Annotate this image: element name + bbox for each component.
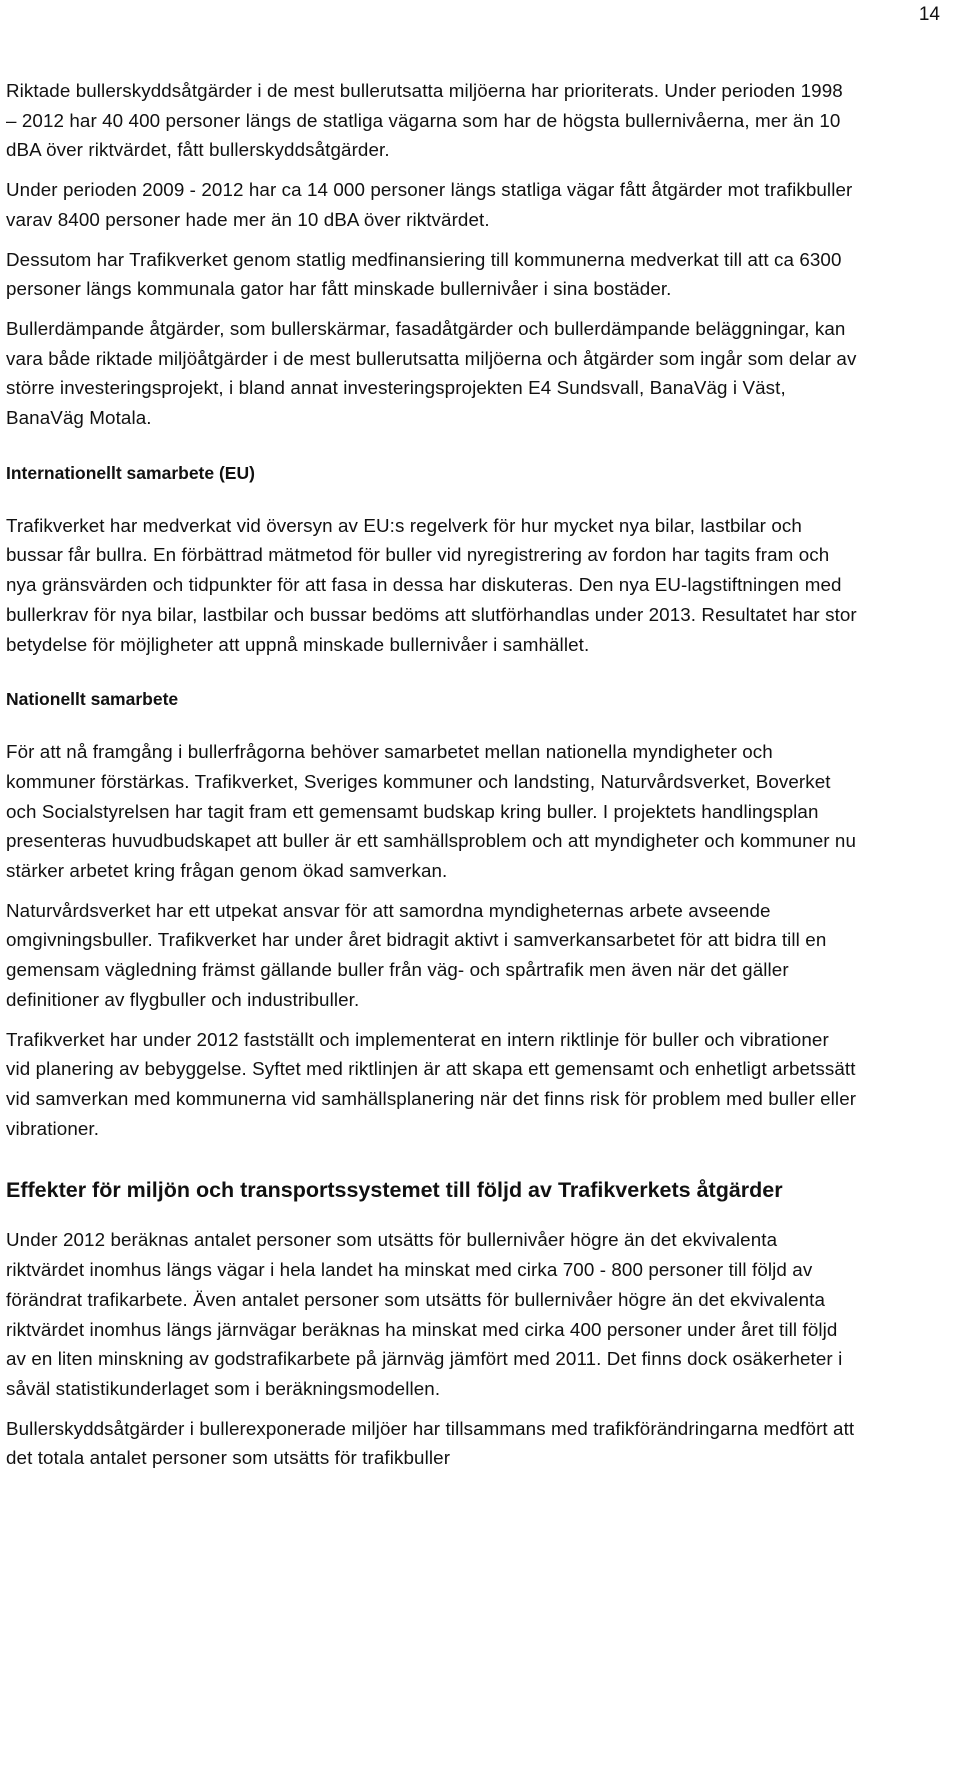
document-body — [6, 76, 858, 1483]
section-heading-national: Nationellt samarbete — [6, 689, 179, 710]
body-paragraph: Bullerskyddsåtgärder i bullerexponerade miljöer har tillsammans med trafikförändringarna medfört att det totala antalet personer som utsätts för trafikbuller — [6, 1417, 855, 1469]
body-paragraph: För att nå framgång i bullerfrågorna behöver samarbetet mellan nationella myndigheter och kommuner förstärkas. Trafikverket, Sveriges kommuner och landsting, Naturvårdsverket, Boverket och Socialstyrelsen har tagit fram ett gemensamt budskap kring buller. I projektets handlingsplan presenteras huvudbudskapet att buller är ett samhällsproblem och att myndigheter och kommuner nu stärker arbetet kring frågan genom ökad samverkan. — [6, 741, 856, 882]
body-paragraph: Dessutom har Trafikverket genom statlig medfinansiering till kommunerna medverkat till att ca 6300 personer längs kommunala gator har fått minskade bullernivåer i sina bostäder. — [6, 248, 842, 300]
body-paragraph: Trafikverket har under 2012 fastställt och implementerat en intern riktlinje för buller och vibrationer vid planering av bebyggelse. Syftet med riktlinjen är att skapa ett gemensamt och enhetligt arbetssätt vid samverkan med kommunerna vid samhällsplanering när det finns risk för problem med buller eller vibrationer. — [6, 1028, 857, 1139]
body-paragraph: Trafikverket har medverkat vid översyn av EU:s regelverk för hur mycket nya bilar, lastbilar och bussar får bullra. En förbättrad mätmetod för buller vid nyregistrering av fordon har tagits fram och nya gränsvärden och tidpunkter för att fasa in dessa har diskuteras. Den nya EU-lagstiftningen med bullerkrav för nya bilar, lastbilar och bussar bedöms att slutförhandlas under 2013. Resultatet har stor betydelse för möjligheter att uppnå minskade bullernivåer i samhället. — [6, 514, 857, 655]
page-number: 14 — [918, 4, 940, 25]
section-heading-international: Internationellt samarbete (EU) — [6, 462, 255, 483]
body-paragraph: Under perioden 2009 - 2012 har ca 14 000 personer längs statliga vägar fått åtgärder mot trafikbuller varav 8400 personer hade mer än 10 dBA över riktvärdet. — [6, 179, 853, 230]
body-paragraph: Riktade bullerskyddsåtgärder i de mest bullerutsatta miljöerna har prioriterats. Under perioden 1998 – 2012 har 40 400 personer längs de statliga vägarna som har de högsta bullernivåerna, mer än 10 dBA över riktvärdet, fått bullerskyddsåtgärder. — [6, 80, 843, 161]
body-paragraph: Under 2012 beräknas antalet personer som utsätts för bullernivåer högre än det ekvivalenta riktvärdet inomhus längs vägar i hela landet ha minskat med cirka 700 - 800 personer till följd av förändrat trafikarbete. Även antalet personer som utsätts för bullernivåer högre än det ekvivalenta riktvärdet inomhus längs järnvägar beräknas ha minskat med cirka 400 personer under året till följd av en liten minskning av godstrafikarbete på järnväg jämfört med 2011. Det finns dock osäkerheter i såväl statistikunderlaget som i beräkningsmodellen. — [6, 1229, 843, 1399]
section-heading-effects: Effekter för miljön och transportssystemet till följd av Trafikverkets åtgärder — [6, 1178, 783, 1203]
body-paragraph: Bullerdämpande åtgärder, som bullerskärmar, fasadåtgärder och bullerdämpande beläggningar, kan vara både riktade miljöåtgärder i de mest bullerutsatta miljöerna och åtgärder som ingår som delar av större investeringsprojekt, i bland annat investeringsprojekten E4 Sundsvall, BanaVäg i Väst, BanaVäg Motala. — [6, 317, 857, 429]
body-paragraph: Naturvårdsverket har ett utpekat ansvar för att samordna myndigheternas arbete avseende omgivningsbuller. Trafikverket har under året bidragit aktivt i samverkansarbetet för att bidra till en gemensam vägledning främst gällande buller från väg- och spårtrafik men även när det gäller definitioner av flygbuller och industribuller. — [6, 899, 827, 1010]
